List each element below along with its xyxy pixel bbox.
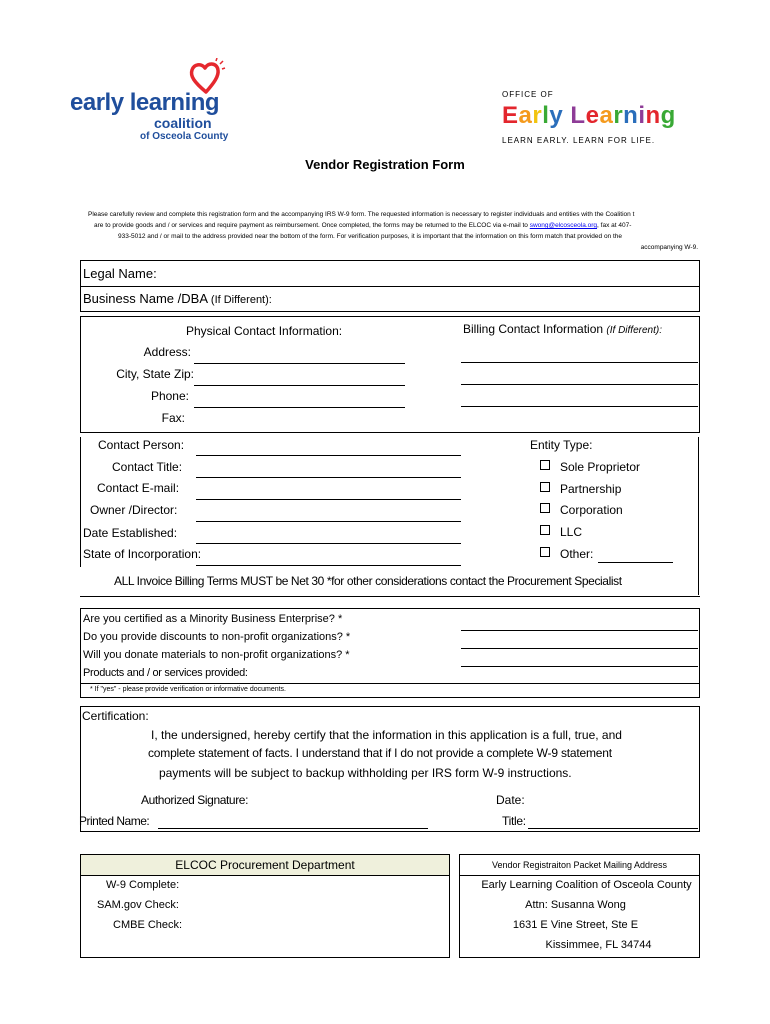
mailing-line4: Kissimmee, FL 34744 — [545, 939, 652, 951]
intro-line2-a: are to provide goods and / or services and require payment as reimbursement. Once completed, the forms may be returned to the ELCOC via e-mail to — [94, 222, 530, 229]
question-donate-field[interactable] — [461, 666, 698, 667]
mailing-line1: Early Learning Coalition of Osceola County — [481, 879, 692, 891]
authorized-signature-label: Authorized Signature: — [141, 793, 249, 807]
fax-label: Fax: — [161, 411, 185, 425]
office-logo-line2: Early Learning — [502, 102, 676, 129]
certification-line2: complete statement of facts. I understand that if I do not provide a complete W-9 statement — [148, 746, 612, 760]
other-entity-field[interactable] — [598, 562, 673, 563]
intro-line1: Please carefully review and complete this registration form and the accompanying IRS W-9 form. The requested information is necessary to register individuals and entities with the Coalition t — [88, 211, 635, 218]
contact-person-field[interactable] — [196, 455, 461, 456]
office-logo-line3: LEARN EARLY. LEARN FOR LIFE. — [502, 136, 656, 145]
certification-line1: I, the undersigned, hereby certify that the information in this application is a full, true, and — [151, 728, 622, 742]
entity-option-other[interactable] — [540, 547, 593, 561]
checkbox-icon[interactable] — [540, 482, 550, 492]
address-label: Address: — [143, 345, 191, 359]
owner-director-label: Owner /Director: — [90, 503, 178, 517]
elc-logo-line2: coalition — [154, 115, 212, 131]
printed-name-field[interactable] — [158, 828, 428, 829]
entity-option-label: Corporation — [560, 503, 623, 517]
terms-bottom-line — [80, 596, 700, 597]
date-established-label: Date Established: — [83, 526, 178, 540]
intro-line2 — [88, 220, 700, 231]
entity-option-label: Other: — [560, 547, 594, 561]
elc-logo-line3: of Osceola County — [140, 131, 229, 142]
question-discounts: Do you provide discounts to non-profit organizations? * — [83, 631, 351, 643]
certification-line3: payments will be subject to backup withholding per IRS form W-9 instructions. — [159, 766, 572, 780]
state-incorporation-label: State of Incorporation: — [83, 547, 202, 561]
contact-person-label: Contact Person: — [98, 438, 185, 452]
entity-option-sole-proprietor[interactable] — [540, 460, 640, 474]
printed-name-label: Printed Name: — [79, 814, 150, 828]
w9-complete-label: W-9 Complete: — [106, 879, 180, 891]
intro-line3: 933-5012 and / or mail to the address provided near the bottom of the form. For verification purposes, it is important that the information on this form match that provided on the — [118, 233, 623, 240]
legal-name-label: Legal Name: — [83, 266, 157, 281]
question-donate: Will you donate materials to non-profit organizations? * — [83, 649, 350, 661]
entity-option-label: Partnership — [560, 482, 622, 496]
sam-gov-label: SAM.gov Check: — [97, 899, 179, 911]
office-logo-line1: OFFICE OF — [502, 90, 554, 99]
title-field[interactable] — [528, 828, 698, 829]
procurement-heading: ELCOC Procurement Department — [175, 858, 355, 872]
business-name-label — [83, 291, 272, 306]
certification-heading: Certification: — [82, 709, 149, 723]
checkbox-icon[interactable] — [540, 547, 550, 557]
contact-email-label: Contact E-mail: — [97, 481, 180, 495]
owner-director-field[interactable] — [196, 521, 461, 522]
entity-option-llc[interactable] — [540, 525, 582, 539]
signature-field[interactable] — [266, 808, 466, 809]
billing-field-2[interactable] — [461, 384, 698, 385]
question-mbe-field[interactable] — [461, 630, 698, 631]
if-different-text: (If Different): — [210, 294, 272, 306]
legal-name-divider — [80, 286, 700, 287]
elc-osceola-logo — [68, 58, 248, 148]
question-discounts-field[interactable] — [461, 648, 698, 649]
entity-type-heading: Entity Type: — [530, 438, 593, 452]
state-incorporation-field[interactable] — [196, 565, 461, 566]
email-link[interactable]: swong@elcosceola.org — [529, 222, 598, 229]
contact-right-border — [698, 437, 699, 595]
contact-left-border — [80, 437, 81, 567]
address-field[interactable] — [194, 363, 405, 364]
question-mbe: Are you certified as a Minority Business Enterprise? * — [83, 613, 343, 625]
form-title: Vendor Registration Form — [305, 157, 465, 172]
business-name-text: Business Name /DBA — [83, 291, 208, 306]
mailing-line2: Attn: Susanna Wong — [525, 899, 626, 911]
contact-title-label: Contact Title: — [112, 460, 183, 474]
entity-option-partnership[interactable] — [540, 482, 621, 496]
date-label: Date: — [496, 793, 525, 807]
date-established-field[interactable] — [196, 543, 461, 544]
entity-option-label: Sole Proprietor — [560, 460, 641, 474]
checkbox-icon[interactable] — [540, 460, 550, 470]
intro-line2-b: , fax at 407- — [597, 222, 632, 229]
intro-text — [88, 209, 700, 253]
billing-field-1[interactable] — [461, 362, 698, 363]
mailing-header-divider — [459, 875, 700, 876]
contact-title-field[interactable] — [196, 477, 461, 478]
products-services-label: Products and / or services provided: — [83, 667, 248, 679]
phone-label: Phone: — [150, 389, 189, 403]
city-state-zip-field[interactable] — [194, 385, 405, 386]
intro-line4: accompanying W-9. — [640, 244, 698, 251]
cmbe-label: CMBE Check: — [113, 919, 183, 931]
phone-field[interactable] — [194, 407, 405, 408]
physical-contact-heading: Physical Contact Information: — [186, 324, 343, 338]
checkbox-icon[interactable] — [540, 503, 550, 513]
mailing-line3: 1631 E Vine Street, Ste E — [512, 919, 639, 931]
city-state-zip-label: City, State Zip: — [116, 367, 194, 381]
billing-terms-note: ALL Invoice Billing Terms MUST be Net 30 *for other considerations contact the Procurement Specialist — [114, 574, 622, 588]
billing-heading-text: Billing Contact Information — [463, 322, 604, 336]
questions-footnote: * If "yes" - please provide verification or informative documents. — [90, 686, 286, 693]
checkbox-icon[interactable] — [540, 525, 550, 535]
billing-field-3[interactable] — [461, 406, 698, 407]
mailing-heading: Vendor Registraiton Packet Mailing Address — [491, 860, 668, 870]
elc-logo-line1: early learning — [70, 89, 220, 116]
products-divider — [80, 683, 700, 684]
contact-email-field[interactable] — [196, 499, 461, 500]
office-early-learning-logo — [500, 88, 700, 148]
entity-option-corporation[interactable] — [540, 503, 623, 517]
title-label: Title: — [502, 814, 526, 828]
billing-contact-heading — [463, 322, 662, 336]
entity-option-label: LLC — [560, 525, 583, 539]
billing-if-different: (If Different): — [606, 325, 662, 336]
